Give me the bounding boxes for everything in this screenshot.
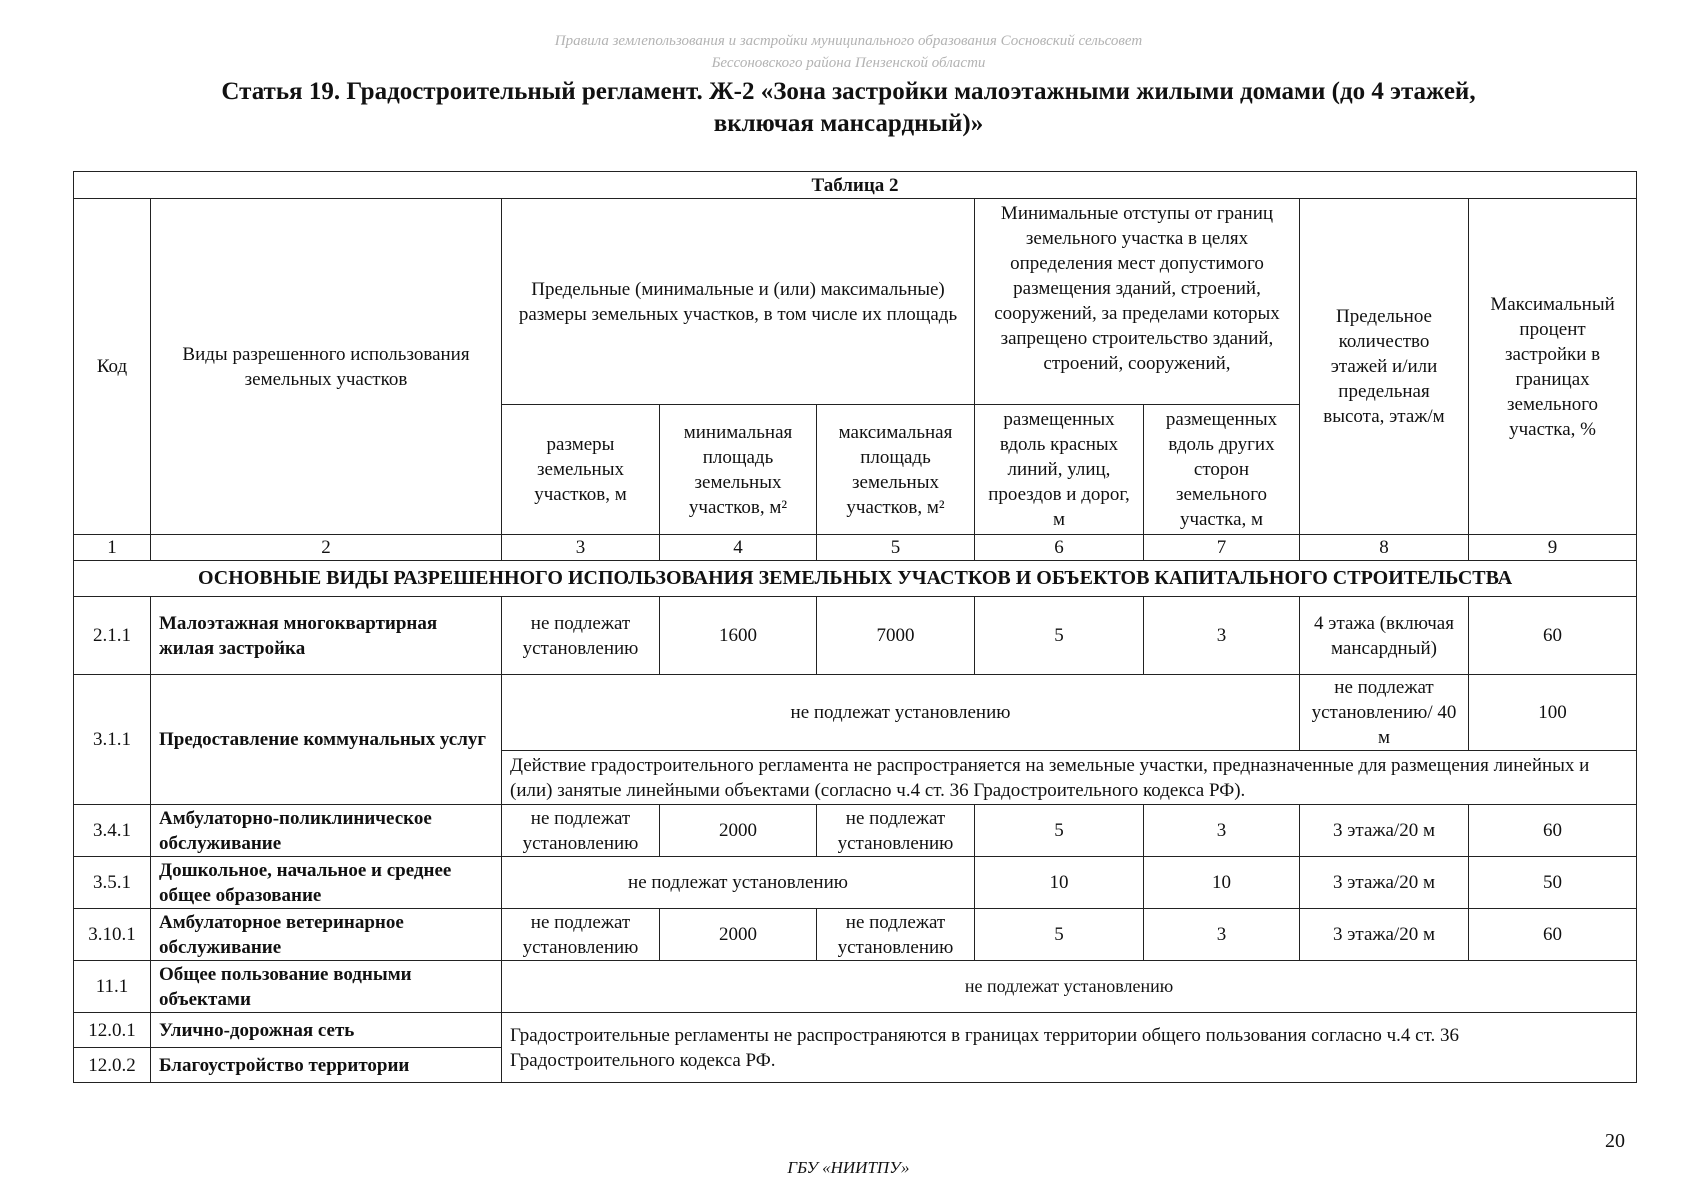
row-code: 3.1.1 [74, 675, 151, 805]
page-title [80, 76, 1617, 140]
row-red-lines: 10 [975, 857, 1144, 909]
header-other-sides: размещенных вдоль других сторон земельного участка, м [1144, 405, 1300, 535]
row-plot-size: не подлежат установлению [502, 805, 660, 857]
row-use-name: Амбулаторное ветеринарное обслуживание [151, 909, 502, 961]
header-floors: Предельное количество этажей и/или предельная высота, этаж/м [1300, 199, 1469, 535]
header-use-type: Виды разрешенного использования земельных участков [151, 199, 502, 535]
column-number: 9 [1469, 535, 1637, 561]
row-use-name: Дошкольное, начальное и среднее общее образование [151, 857, 502, 909]
row-other-sides: 3 [1144, 909, 1300, 961]
column-number: 3 [502, 535, 660, 561]
row-code: 11.1 [74, 961, 151, 1013]
column-number: 8 [1300, 535, 1469, 561]
row-span-value: не подлежат установлению [502, 857, 975, 909]
table-row [74, 805, 1637, 857]
row-floors: 4 этажа (включая мансардный) [1300, 597, 1469, 675]
row-floors: 3 этажа/20 м [1300, 909, 1469, 961]
table-caption: Таблица 2 [74, 172, 1637, 199]
row-red-lines: 5 [975, 597, 1144, 675]
header-setbacks: Минимальные отступы от границ земельного участка в целях определения мест допустимого размещения зданий, строений, сооружений, за пределами которых запрещено строительство зданий, строений, сооружений, [975, 199, 1300, 405]
table-row [74, 961, 1637, 1013]
row-code: 12.0.2 [74, 1048, 151, 1083]
row-code: 3.10.1 [74, 909, 151, 961]
row-span-value: не подлежат установлению [502, 675, 1300, 751]
page-number: 20 [1605, 1130, 1625, 1152]
running-header [0, 30, 1697, 74]
header-plot-size: размеры земельных участков, м [502, 405, 660, 535]
row-coverage: 50 [1469, 857, 1637, 909]
footer-organization: ГБУ «НИИТПУ» [787, 1158, 910, 1177]
row-floors: не подлежат установлению/ 40 м [1300, 675, 1469, 751]
table-row [74, 597, 1637, 675]
row-use-name: Малоэтажная многоквартирная жилая застройка [151, 597, 502, 675]
column-number: 4 [660, 535, 817, 561]
column-number: 1 [74, 535, 151, 561]
header-coverage: Максимальный процент застройки в границах земельного участка, % [1469, 199, 1637, 535]
row-plot-size: не подлежат установлению [502, 597, 660, 675]
row-code: 3.4.1 [74, 805, 151, 857]
row-max-area: не подлежат установлению [817, 805, 975, 857]
table-row [74, 1013, 1637, 1048]
row-coverage: 60 [1469, 805, 1637, 857]
row-other-sides: 3 [1144, 805, 1300, 857]
row-other-sides: 3 [1144, 597, 1300, 675]
row-use-name: Общее пользование водными объектами [151, 961, 502, 1013]
row-code: 2.1.1 [74, 597, 151, 675]
column-number: 5 [817, 535, 975, 561]
header-max-area: максимальная площадь земельных участков, м² [817, 405, 975, 535]
row-code: 12.0.1 [74, 1013, 151, 1048]
column-numbers-row [74, 535, 1637, 561]
table-row [74, 909, 1637, 961]
row-max-area: не подлежат установлению [817, 909, 975, 961]
row-min-area: 2000 [660, 805, 817, 857]
page-title-line-2: включая мансардный)» [713, 110, 984, 137]
row-min-area: 1600 [660, 597, 817, 675]
page-title-line-1: Статья 19. Градостроительный регламент. Ж-2 «Зона застройки малоэтажными жилыми домами (до 4 этажей, [221, 78, 1476, 105]
row-floors: 3 этажа/20 м [1300, 805, 1469, 857]
row-use-name: Предоставление коммунальных услуг [151, 675, 502, 805]
row-span-value: не подлежат установлению [502, 961, 1637, 1013]
row-coverage: 60 [1469, 909, 1637, 961]
row-use-name: Улично-дорожная сеть [151, 1013, 502, 1048]
header-min-area: минимальная площадь земельных участков, м² [660, 405, 817, 535]
table-row [74, 857, 1637, 909]
row-coverage: 60 [1469, 597, 1637, 675]
header-red-lines: размещенных вдоль красных линий, улиц, проездов и дорог, м [975, 405, 1144, 535]
row-use-name: Амбулаторно-поликлиническое обслуживание [151, 805, 502, 857]
row-other-sides: 10 [1144, 857, 1300, 909]
row-floors: 3 этажа/20 м [1300, 857, 1469, 909]
running-header-line-1: Правила землепользования и застройки муниципального образования Сосновский сельсовет [554, 33, 1143, 49]
section-title: ОСНОВНЫЕ ВИДЫ РАЗРЕШЕННОГО ИСПОЛЬЗОВАНИЯ ЗЕМЕЛЬНЫХ УЧАСТКОВ И ОБЪЕКТОВ КАПИТАЛЬНОГО СТРОИТЕЛЬСТВА [74, 561, 1637, 597]
row-red-lines: 5 [975, 909, 1144, 961]
running-header-line-2: Бессоновского района Пензенской области [711, 55, 986, 71]
row-note: Действие градостроительного регламента не распространяется на земельные участки, предназначенные для размещения линейных и (или) занятые линейными объектами (согласно ч.4 ст. 36 Градостроительного кодекса РФ). [502, 751, 1637, 805]
regulation-table [73, 171, 1637, 1083]
row-plot-size: не подлежат установлению [502, 909, 660, 961]
table-row [74, 675, 1637, 751]
row-min-area: 2000 [660, 909, 817, 961]
row-red-lines: 5 [975, 805, 1144, 857]
public-territory-note: Градостроительные регламенты не распространяются в границах территории общего пользования согласно ч.4 ст. 36 Градостроительного кодекса РФ. [502, 1013, 1637, 1083]
header-code: Код [74, 199, 151, 535]
row-coverage: 100 [1469, 675, 1637, 751]
row-max-area: 7000 [817, 597, 975, 675]
row-use-name: Благоустройство территории [151, 1048, 502, 1083]
column-number: 2 [151, 535, 502, 561]
column-number: 7 [1144, 535, 1300, 561]
column-number: 6 [975, 535, 1144, 561]
row-code: 3.5.1 [74, 857, 151, 909]
header-plot-limits: Предельные (минимальные и (или) максимальные) размеры земельных участков, в том числе их площадь [502, 199, 975, 405]
